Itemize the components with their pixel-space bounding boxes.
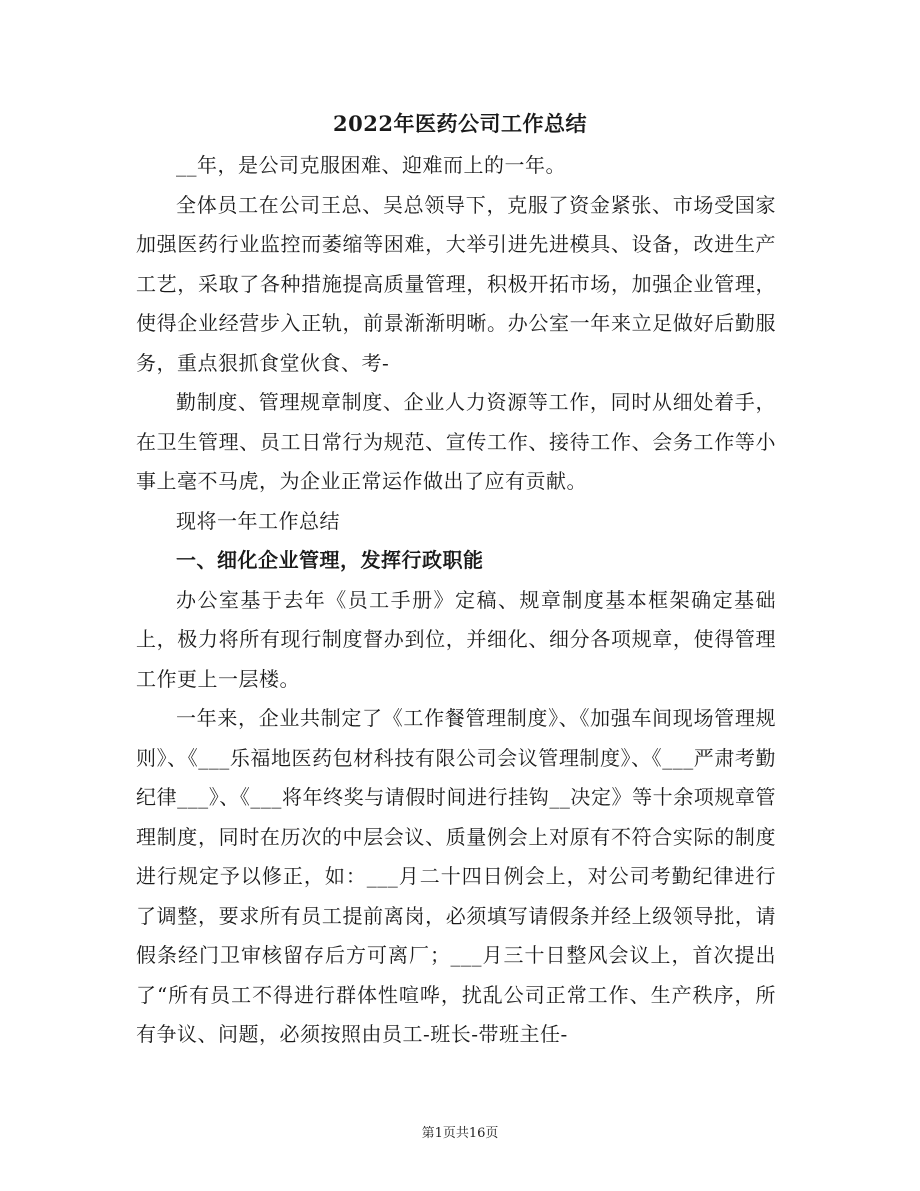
paragraph-2: 全体员工在公司王总、吴总领导下，克服了资金紧张、市场受国家加强医药行业监控而萎缩等困难，大举引进先进模具、设备，改进生产工艺，采取了各种措施提高质量管理，积极开拓市场，加强企业管理，使得企业经营步入正轨，前景渐渐明晰。办公室一年来立足做好后勤服务，重点狠抓食堂伙食、考- [136,192,776,375]
page-title: 2022年医药公司工作总结 [333,111,587,136]
paragraph-3: 勤制度、管理规章制度、企业人力资源等工作，同时从细处着手，在卫生管理、员工日常行为规范、宣传工作、接待工作、会务工作等小事上毫不马虎，为企业正常运作做出了应有贡献。 [136,390,776,493]
section-heading: 一、细化企业管理，发挥行政职能 [176,548,484,572]
paragraph-6: 一年来，企业共制定了《工作餐管理制度》、《加强车间现场管理规则》、《___乐福地医药包材科技有限公司会议管理制度》、《___严肃考勤纪律___》、《___将年终奖与请假时间进行挂钩__决定》等十余项规章管理制度，同时在历次的中层会议、质量例会上对原有不符合实际的制度进行规定予以修正，如：___月二十四日例会上，对公司考勤纪律进行了调整，要求所有员工提前离岗，必须填写请假条并经上级领导批，请假条经门卫审核留存后方可离厂；___月三十日整风会议上，首次提出了“所有员工不得进行群体性喧哗，扰乱公司正常工作、生产秩序，所有争议、问题，必须按照由员工-班长-带班主任- [136,706,776,1046]
page-footer: 第1页共16页 [421,1126,499,1141]
paragraph-1: __年，是公司克服困难、迎难而上的一年。 [176,153,566,177]
paragraph-4: 现将一年工作总结 [176,508,340,533]
document-body [136,146,776,1055]
paragraph-5: 办公室基于去年《员工手册》定稿、规章制度基本框架确定基础上，极力将所有现行制度督办到位，并细化、细分各项规章，使得管理工作更上一层楼。 [136,587,776,691]
